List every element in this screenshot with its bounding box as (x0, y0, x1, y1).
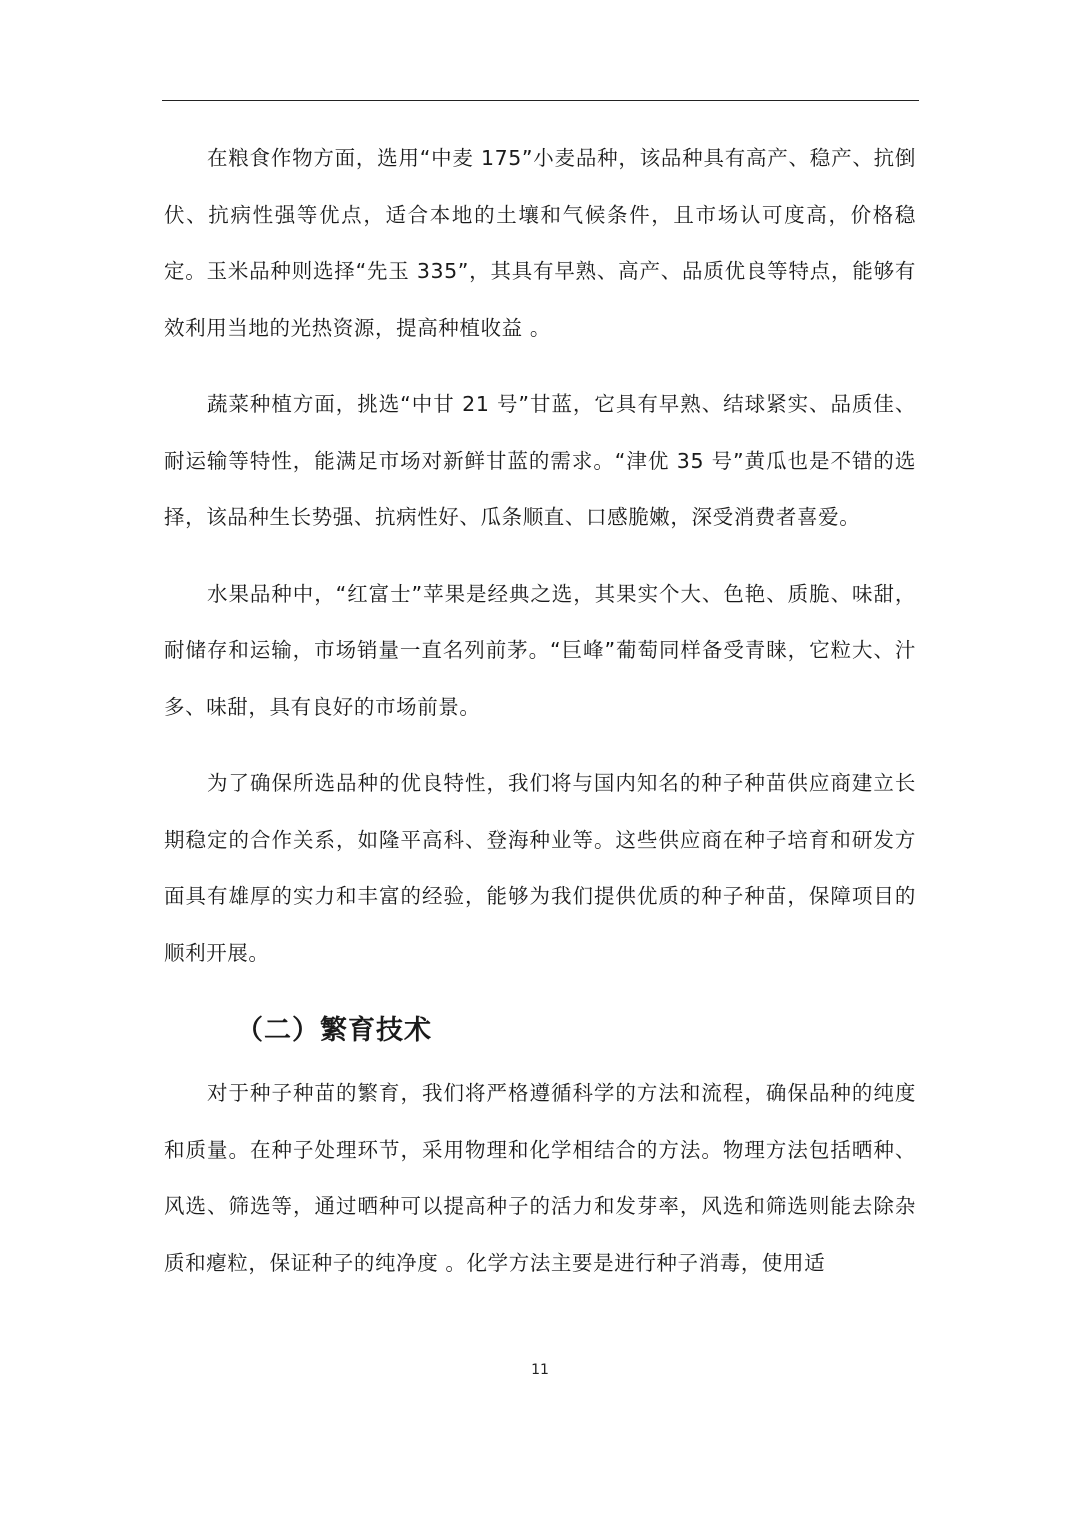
paragraph-supplier-cooperation: 为了确保所选品种的优良特性，我们将与国内知名的种子种苗供应商建立长期稳定的合作关系，如隆平高科、登海种业等。这些供应商在种子培育和研发方面具有雄厚的实力和丰富的经验，能够为我们提供优质的种子种苗，保障项目的顺利开展。 (164, 771, 916, 965)
paragraph-breeding-technique: 对于种子种苗的繁育，我们将严格遵循科学的方法和流程，确保品种的纯度和质量。在种子处理环节，采用物理和化学相结合的方法。物理方法包括晒种、风选、筛选等，通过晒种可以提高种子的活力和发芽率，风选和筛选则能去除杂质和瘪粒，保证种子的纯净度 。化学方法主要是进行种子消毒，使用适 (164, 1081, 916, 1275)
section-heading: （二）繁育技术 (236, 1015, 432, 1046)
paragraph-vegetable-varieties: 蔬菜种植方面，挑选“中甘 21 号”甘蓝，它具有早熟、结球紧实、品质佳、耐运输等特性，能满足市场对新鲜甘蓝的需求。“津优 35 号”黄瓜也是不错的选择，该品种生长势强、抗病性好、瓜条顺直、口感脆嫩，深受消费者喜爱。 (164, 392, 916, 529)
page-number: 11 (531, 1362, 549, 1378)
paragraph-grain-varieties: 在粮食作物方面，选用“中麦 175”小麦品种，该品种具有高产、稳产、抗倒伏、抗病性强等优点，适合本地的土壤和气候条件，且市场认可度高，价格稳定。玉米品种则选择“先玉 335”，其具有早熟、高产、品质优良等特点，能够有效利用当地的光热资源，提高种植收益 。 (164, 146, 916, 340)
paragraph-fruit-varieties: 水果品种中，“红富士”苹果是经典之选，其果实个大、色艳、质脆、味甜，耐储存和运输，市场销量一直名列前茅。“巨峰”葡萄同样备受青睐，它粒大、汁多、味甜，具有良好的市场前景。 (164, 581, 916, 719)
header-rule (162, 100, 919, 101)
page-body (164, 130, 916, 1311)
